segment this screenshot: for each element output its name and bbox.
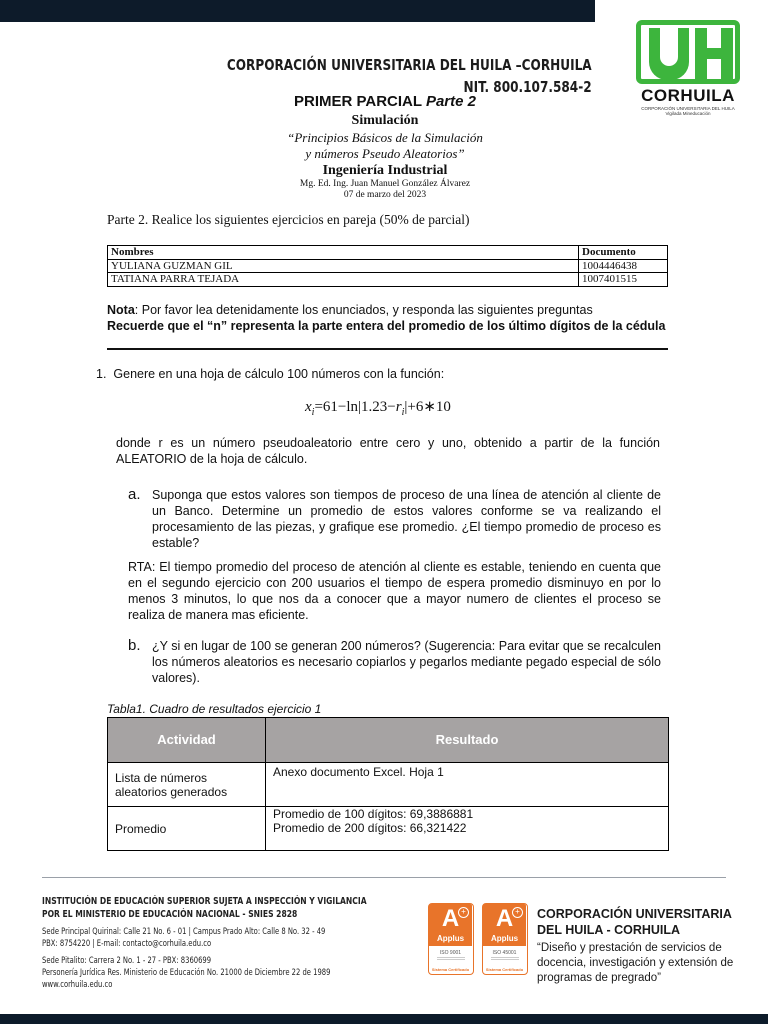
item-b-text: ¿Y si en lugar de 100 se generan 200 números? (Sugerencia: Para evitar que se recalculen los números aleatorios es necesario copiarlos y pegarlos mediante pegado especial de sólo valores).	[152, 639, 661, 685]
note-text: Nota: Por favor lea detenidamente los enunciados, y responda las siguientes preguntas	[107, 303, 593, 317]
answer-text: RTA: El tiempo promedio del proceso de atención al cliente es estable, teniendo en cuenta que en el segundo ejercicio con 200 usuarios el tiempo de espera promedio disminuyo en por lo menos 3 minutos, lo que nos da a conocer que a mayor numero de clientes el proceso se realiza de manera mas eficiente.	[128, 560, 661, 622]
formula-explanation: donde r es un número pseudoaleatorio entre cero y uno, obtenido a partir de la función ALEATORIO de la hoja de cálculo.	[116, 436, 660, 466]
logo-subtitle: CORPORACIÓN UNIVERSITARIA DEL HUILA Vigilada Mineducación	[641, 106, 735, 116]
institution-name: CORPORACIÓN UNIVERSITARIA DEL HUILA –CORHUILA	[227, 56, 592, 74]
footer-corporation-info	[537, 906, 737, 986]
table-row	[108, 273, 668, 287]
top-decorative-bar	[0, 0, 595, 22]
footer-line: Sede Principal Quirinal: Calle 21 No. 6 - 01 | Campus Prado Alto: Calle 8 No. 32 - 49	[42, 927, 326, 937]
result-cell: Promedio de 100 dígitos: 69,3886881 Promedio de 200 dígitos: 66,321422	[266, 807, 669, 851]
table-row	[108, 259, 668, 273]
formula: $x_i=61-\ln|1.23-r_i|+6∗10$	[305, 399, 451, 418]
activity-cell: Lista de números aleatorios generados	[108, 763, 266, 807]
header-activity: Actividad	[108, 718, 266, 763]
footer-corp-title-2: DEL HUILA - CORHUILA	[537, 923, 681, 937]
corhuila-logo	[636, 20, 740, 114]
note-block	[107, 302, 668, 334]
footer-website: www.corhuila.edu.co	[42, 980, 113, 990]
topic-line-2: y números Pseudo Aleatorios”	[305, 146, 465, 161]
institution-nit: NIT. 800.107.584-2	[463, 78, 592, 96]
section-divider	[107, 348, 668, 350]
item-a-marker: a.	[128, 486, 141, 503]
header-document: Documento	[579, 246, 668, 260]
question-number: 1.	[96, 367, 107, 381]
footer-line: PBX: 8754220 | E-mail: contacto@corhuila.edu.co	[42, 939, 212, 949]
part-instructions: Parte 2. Realice los siguientes ejercicios en pareja (50% de parcial)	[107, 212, 470, 227]
results-table	[107, 717, 669, 851]
footer-line: POR EL MINISTERIO DE EDUCACIÓN NACIONAL - SNIES 2828	[42, 909, 298, 920]
teacher-name: Mg. Ed. Ing. Juan Manuel González Álvarez	[299, 179, 471, 189]
activity-cell: Promedio	[108, 807, 266, 851]
footer-institution-info	[42, 895, 402, 991]
header-result: Resultado	[266, 718, 669, 763]
footer-corp-title-1: CORPORACIÓN UNIVERSITARIA	[537, 907, 732, 921]
item-a-text: Suponga que estos valores son tiempos de proceso de una línea de atención al cliente de un Banco. Determine un promedio de estos valores conforme se va realizando el procesamiento de las piezas, y grafique ese promedio. ¿El tiempo promedio de proceso es estable?	[152, 488, 661, 550]
bottom-decorative-bar	[0, 1014, 768, 1024]
table-row	[108, 807, 669, 851]
note-reminder: Recuerde que el “n” representa la parte entera del promedio de los último dígitos de la cédula	[107, 319, 666, 333]
program-name: Ingeniería Industrial	[322, 163, 448, 178]
topic-line-1: “Principios Básicos de la Simulación	[287, 130, 483, 145]
footer-divider	[42, 877, 726, 878]
student-document: 1007401515	[579, 273, 668, 287]
subject-name: Simulación	[351, 113, 419, 128]
footer-mission-quote: “Diseño y prestación de servicios de docencia, investigación y extensión de programas de pregrado”	[537, 942, 734, 984]
student-name: YULIANA GUZMAN GIL	[108, 259, 579, 273]
table-row	[108, 763, 669, 807]
logo-emblem	[636, 20, 740, 84]
result-cell: Anexo documento Excel. Hoja 1	[266, 763, 669, 807]
table-header-row	[108, 246, 668, 260]
table-caption: Tabla1. Cuadro de resultados ejercicio 1	[107, 702, 322, 716]
footer-line: INSTITUCIÓN DE EDUCACIÓN SUPERIOR SUJETA A INSPECCIÓN Y VIGILANCIA	[42, 896, 367, 907]
footer-line: Personería Jurídica Res. Ministerio de Educación No. 21000 de Diciembre 22 de 1989	[42, 968, 331, 978]
header-names: Nombres	[108, 246, 579, 260]
iso-certification-badge: A + Applus ISO 9001 Sistema Certificado	[428, 903, 474, 975]
exam-title-block	[230, 92, 540, 201]
question-1-statement	[96, 366, 444, 382]
footer-line: Sede Pitalito: Carrera 2 No. 1 - 27 - PBX: 8360699	[42, 956, 212, 966]
students-table	[107, 245, 668, 287]
student-name: TATIANA PARRA TEJADA	[108, 273, 579, 287]
iso-certification-badge: A + Applus ISO 45001 Sistema Certificado	[482, 903, 528, 975]
results-header-row	[108, 718, 669, 763]
exam-title: PRIMER PARCIAL Parte 2	[293, 93, 476, 110]
logo-name: CORHUILA	[641, 86, 735, 105]
question-text: Genere en una hoja de cálculo 100 números con la función:	[113, 367, 445, 381]
item-b-marker: b.	[128, 637, 141, 654]
student-document: 1004446438	[579, 259, 668, 273]
exam-date: 07 de marzo del 2023	[343, 190, 427, 200]
